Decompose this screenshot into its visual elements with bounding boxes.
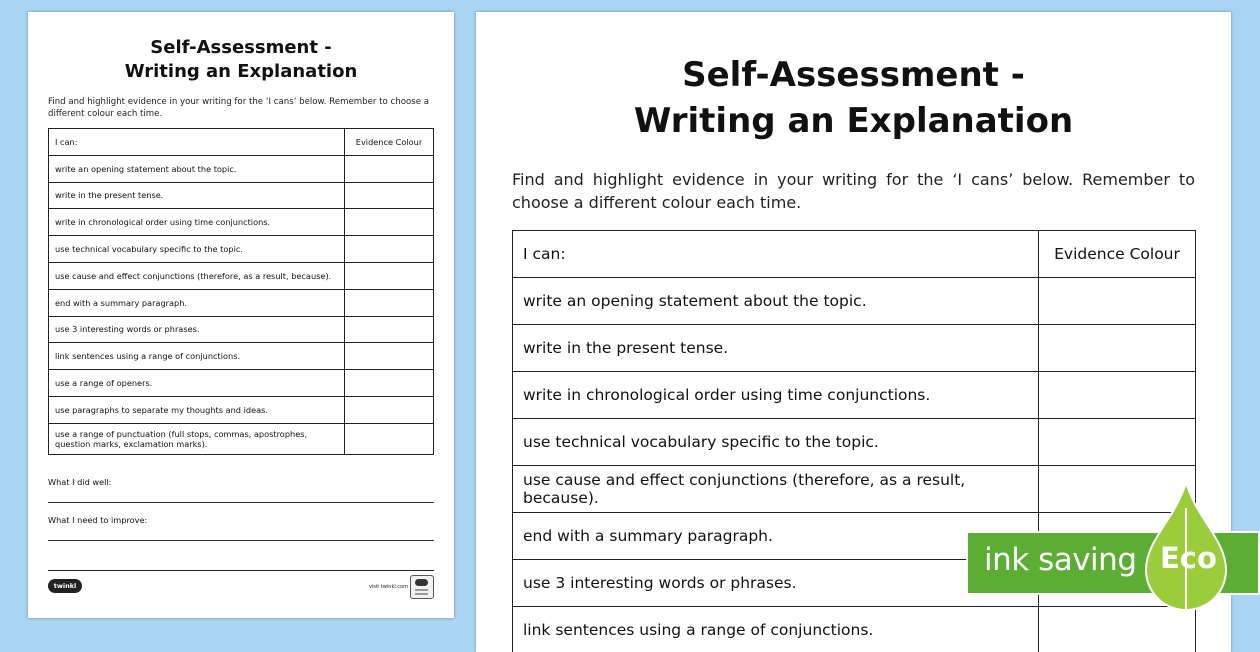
evidence-cell: [345, 396, 434, 423]
table-row: write in chronological order using time conjunctions.: [49, 209, 434, 236]
visit-url: visit twinkl.com: [369, 584, 408, 590]
table-row: end with a summary paragraph.: [49, 289, 434, 316]
worksheet-thumbnail: [28, 12, 454, 618]
evidence-cell: [1039, 419, 1196, 466]
header-evidence-colour: Evidence Colour: [1039, 231, 1196, 278]
i-can-table: [48, 128, 434, 455]
table-row: link sentences using a range of conjunctions.: [49, 343, 434, 370]
instructions: Find and highlight evidence in your writing for the ‘I cans’ below. Remember to choose a different colour each time.: [48, 96, 434, 120]
did-well-section: [48, 477, 434, 503]
evidence-cell: [345, 370, 434, 397]
table-row: use technical vocabulary specific to the topic.: [49, 236, 434, 263]
worksheet-title: Self-Assessment - Writing an Explanation: [476, 52, 1231, 144]
evidence-cell: [1039, 325, 1196, 372]
evidence-cell: [345, 316, 434, 343]
improve-label: What I need to improve:: [48, 515, 434, 525]
header-i-can: I can:: [49, 129, 345, 156]
page-footer: [48, 570, 434, 603]
table-row: use a range of openers.: [49, 370, 434, 397]
table-row: write an opening statement about the topic.: [49, 155, 434, 182]
quality-badge-icon: [410, 575, 434, 599]
table-row: use cause and effect conjunctions (therefore, as a result, because).: [49, 262, 434, 289]
header-i-can: I can:: [513, 231, 1039, 278]
evidence-cell: [345, 423, 434, 454]
evidence-cell: [345, 262, 434, 289]
instructions: Find and highlight evidence in your writing for the ‘I cans’ below. Remember to choose a different colour each time.: [512, 168, 1195, 214]
table-header-row: [49, 129, 434, 156]
evidence-cell: [1039, 278, 1196, 325]
table-row: use 3 interesting words or phrases.: [513, 560, 1196, 607]
evidence-cell: [345, 155, 434, 182]
worksheet-title: Self-Assessment - Writing an Explanation: [28, 36, 454, 84]
improve-section: [48, 515, 434, 541]
table-row: link sentences using a range of conjunctions.: [513, 607, 1196, 652]
evidence-cell: [345, 209, 434, 236]
twinkl-logo: twinkl: [48, 579, 82, 593]
writing-line: [48, 539, 434, 541]
table-row: write in the present tense.: [49, 182, 434, 209]
table-row: use a range of punctuation (full stops, commas, apostrophes, question marks, exclamation marks).: [49, 423, 434, 454]
writing-line: [48, 501, 434, 503]
did-well-label: What I did well:: [48, 477, 434, 487]
evidence-cell: [345, 182, 434, 209]
table-row: write in the present tense.: [513, 325, 1196, 372]
evidence-cell: [345, 236, 434, 263]
table-row: use technical vocabulary specific to the topic.: [513, 419, 1196, 466]
evidence-cell: [345, 289, 434, 316]
table-row: use 3 interesting words or phrases.: [49, 316, 434, 343]
table-row: write in chronological order using time conjunctions.: [513, 372, 1196, 419]
eco-badge-label: Eco: [1160, 541, 1217, 575]
evidence-cell: [1039, 372, 1196, 419]
evidence-cell: [345, 343, 434, 370]
table-row: use paragraphs to separate my thoughts and ideas.: [49, 396, 434, 423]
table-row: write an opening statement about the topic.: [513, 278, 1196, 325]
table-header-row: [513, 231, 1196, 278]
table-row: end with a summary paragraph.: [513, 513, 1196, 560]
header-evidence-colour: Evidence Colour: [345, 129, 434, 156]
table-row: use cause and effect conjunctions (therefore, as a result, because).: [513, 466, 1196, 513]
ink-saving-text: ink saving: [984, 542, 1137, 578]
